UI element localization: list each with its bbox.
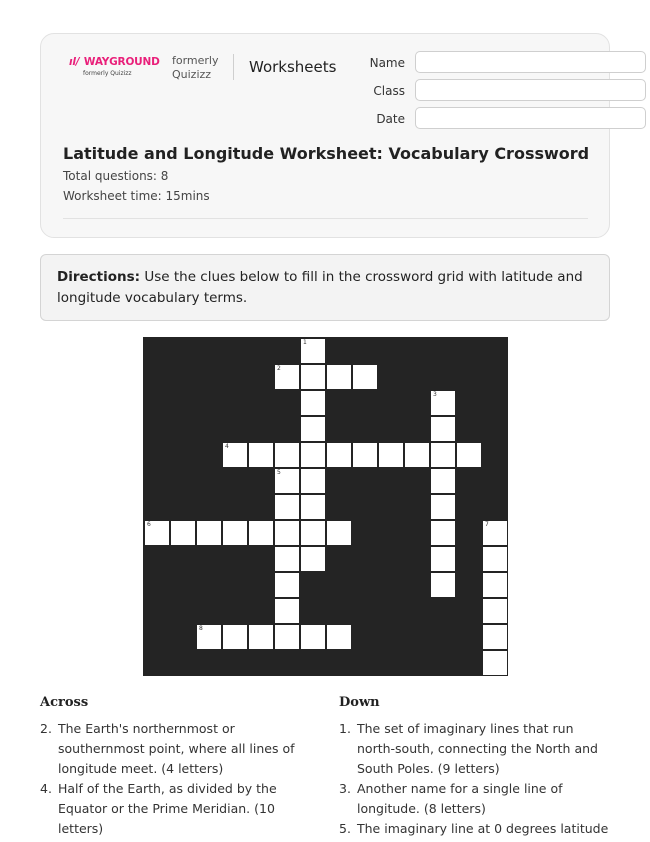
crossword-cell[interactable] bbox=[274, 494, 300, 520]
crossword-cell[interactable] bbox=[300, 364, 326, 390]
formerly-note: formerly Quizizz bbox=[172, 54, 219, 81]
crossword-cell[interactable] bbox=[430, 468, 456, 494]
crossword-cell[interactable] bbox=[300, 520, 326, 546]
crossword-cell[interactable] bbox=[274, 546, 300, 572]
class-field[interactable] bbox=[415, 79, 646, 101]
crossword-cell[interactable] bbox=[274, 572, 300, 598]
crossword-cell[interactable] bbox=[352, 364, 378, 390]
crossword-cell[interactable] bbox=[404, 442, 430, 468]
worksheet-header bbox=[40, 33, 610, 238]
crossword-cell[interactable] bbox=[326, 624, 352, 650]
clue-number: 6 bbox=[147, 521, 151, 528]
clue-item: 3. Another name for a single line of longitude. (8 letters) bbox=[339, 781, 563, 816]
date-field[interactable] bbox=[415, 107, 646, 129]
crossword-cell[interactable] bbox=[482, 520, 508, 546]
clue-number: 8 bbox=[199, 625, 203, 632]
crossword-grid bbox=[143, 337, 508, 676]
crossword-cell[interactable] bbox=[274, 520, 300, 546]
crossword-cell[interactable] bbox=[326, 442, 352, 468]
crossword-cell[interactable] bbox=[274, 442, 300, 468]
crossword-cell[interactable] bbox=[352, 442, 378, 468]
crossword-cell[interactable] bbox=[430, 572, 456, 598]
crossword-cell[interactable] bbox=[430, 416, 456, 442]
crossword-cell[interactable] bbox=[196, 624, 222, 650]
crossword-cell[interactable] bbox=[300, 390, 326, 416]
clue-number: 1 bbox=[303, 339, 307, 346]
logo-subtext: formerly Quizizz bbox=[83, 70, 132, 77]
crossword-cell[interactable] bbox=[196, 520, 222, 546]
clue-number: 4 bbox=[225, 443, 229, 450]
crossword-cell[interactable] bbox=[248, 520, 274, 546]
crossword-cell[interactable] bbox=[300, 468, 326, 494]
across-heading: Across bbox=[40, 695, 89, 710]
crossword-cell[interactable] bbox=[274, 598, 300, 624]
crossword-cell[interactable] bbox=[300, 624, 326, 650]
date-label: Date bbox=[376, 112, 405, 126]
crossword-cell[interactable] bbox=[274, 364, 300, 390]
directions-text: Use the clues below to fill in the crossword grid with latitude and longitude vocabulary terms. bbox=[57, 269, 583, 306]
across-clues bbox=[40, 695, 308, 839]
crossword-cell[interactable] bbox=[430, 494, 456, 520]
crossword-cell[interactable] bbox=[300, 442, 326, 468]
crossword-cell[interactable] bbox=[456, 442, 482, 468]
crossword-cell[interactable] bbox=[482, 650, 508, 676]
crossword-cell[interactable] bbox=[222, 520, 248, 546]
crossword-cell[interactable] bbox=[222, 442, 248, 468]
clue-number: 2 bbox=[277, 365, 281, 372]
crossword-cell[interactable] bbox=[430, 390, 456, 416]
crossword-cell[interactable] bbox=[482, 572, 508, 598]
header-divider bbox=[233, 54, 234, 80]
header-separator bbox=[63, 218, 588, 219]
crossword-cell[interactable] bbox=[248, 624, 274, 650]
clue-number: 7 bbox=[485, 521, 489, 528]
name-label: Name bbox=[369, 56, 405, 70]
clue-item: 2. The Earth's northernmost or southernmost point, where all lines of longitude meet. (4 letters) bbox=[40, 721, 295, 776]
clue-number: 3 bbox=[433, 391, 437, 398]
crossword-cell[interactable] bbox=[326, 520, 352, 546]
crossword-cell[interactable] bbox=[170, 520, 196, 546]
crossword-cell[interactable] bbox=[222, 624, 248, 650]
crossword-cell[interactable] bbox=[326, 364, 352, 390]
crossword-cell[interactable] bbox=[482, 598, 508, 624]
worksheet-time: Worksheet time: 15mins bbox=[63, 189, 210, 203]
crossword-cell[interactable] bbox=[300, 494, 326, 520]
clue-number: 5 bbox=[277, 469, 281, 476]
crossword-cell[interactable] bbox=[274, 468, 300, 494]
directions-box bbox=[40, 254, 610, 321]
clue-item: 1. The set of imaginary lines that run north-south, connecting the North and South Poles. (9 letters) bbox=[339, 721, 598, 776]
crossword-cell[interactable] bbox=[144, 520, 170, 546]
crossword-cell[interactable] bbox=[430, 546, 456, 572]
directions-label: Directions: bbox=[57, 269, 141, 285]
crossword-cell[interactable] bbox=[430, 520, 456, 546]
crossword-cell[interactable] bbox=[300, 416, 326, 442]
crossword-cell[interactable] bbox=[378, 442, 404, 468]
crossword-cell[interactable] bbox=[300, 546, 326, 572]
crossword-cell[interactable] bbox=[482, 624, 508, 650]
crossword-cell[interactable] bbox=[274, 624, 300, 650]
logo-mark-icon: ıl/ bbox=[69, 56, 80, 68]
total-questions: Total questions: 8 bbox=[63, 169, 169, 183]
logo-text: WAYGROUND bbox=[83, 56, 160, 68]
clue-item: 5. The imaginary line at 0 degrees latitude bbox=[339, 821, 609, 836]
worksheet-title: Latitude and Longitude Worksheet: Vocabulary Crossword bbox=[63, 144, 590, 163]
down-heading: Down bbox=[339, 695, 380, 710]
crossword-cell[interactable] bbox=[430, 442, 456, 468]
crossword-cell[interactable] bbox=[300, 338, 326, 364]
wayground-logo bbox=[69, 56, 161, 80]
crossword-cell[interactable] bbox=[482, 546, 508, 572]
down-clues bbox=[339, 695, 614, 839]
name-field[interactable] bbox=[415, 51, 646, 73]
clue-item: 4. Half of the Earth, as divided by the Equator or the Prime Meridian. (10 letters) bbox=[40, 781, 277, 836]
section-label: Worksheets bbox=[249, 58, 337, 76]
crossword-cell[interactable] bbox=[248, 442, 274, 468]
class-label: Class bbox=[373, 84, 405, 98]
